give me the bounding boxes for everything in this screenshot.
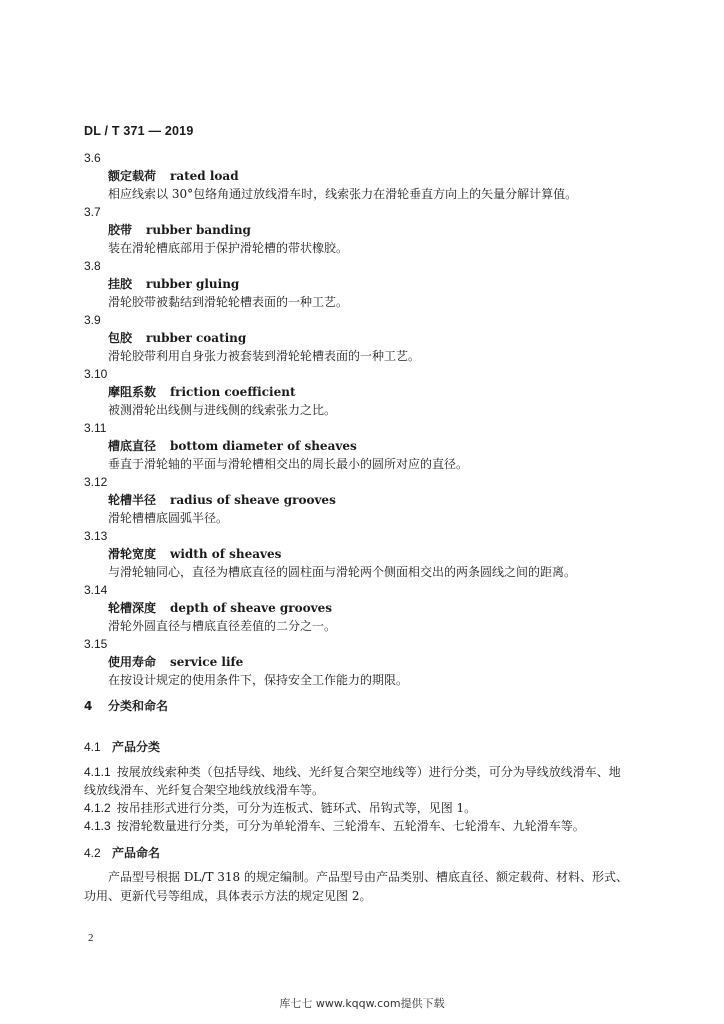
term-zh: 挂胶 [108,277,133,291]
clause-4-1-1 [84,763,632,799]
document-header-id: DL / T 371 — 2019 [84,124,194,138]
term-number: 3.13 [84,529,108,543]
clause-text: 按吊挂形式进行分类，可分为连板式、链环式、吊钩式等，见图 1。 [116,801,477,815]
term-number: 3.15 [84,637,108,651]
term-en: rubber gluing [146,277,240,291]
term-entry [84,581,644,635]
term-en: depth of sheave grooves [170,601,332,615]
term-definition: 相应线索以 30°包络角通过放线滑车时，线索张力在滑轮垂直方向上的矢量分解计算值。 [108,187,578,201]
subsection-title: 产品分类 [112,740,161,754]
term-zh: 额定载荷 [108,169,157,183]
term-en: bottom diameter of sheaves [170,439,357,453]
clause-4-1-2 [84,799,632,817]
term-number: 3.11 [84,421,107,435]
term-title [84,545,644,563]
term-entry [84,635,644,689]
term-entry [84,311,644,365]
term-definition: 被测滑轮出线侧与进线侧的线索张力之比。 [108,403,337,417]
term-title [84,329,644,347]
term-definition: 在按设计规定的使用条件下，保持安全工作能力的期限。 [108,673,409,687]
term-title [84,653,644,671]
section-4-heading [84,697,168,714]
section-number: 4 [84,699,93,713]
term-zh: 胶带 [108,223,133,237]
page-number: 2 [88,932,94,944]
term-title [84,437,644,455]
term-title [84,599,644,617]
term-number: 3.9 [84,313,101,327]
term-en: friction coefficient [170,385,296,399]
term-en: service life [170,655,244,669]
term-entry [84,473,644,527]
term-definition: 滑轮胶带被黏结到滑轮轮槽表面的一种工艺。 [108,295,349,309]
term-en: radius of sheave grooves [170,493,336,507]
clause-number: 4.1.3 [84,819,111,833]
clause-text: 按展放线索种类（包括导线、地线、光纤复合架空地线等）进行分类，可分为导线放线滑车、地线放线滑车、光纤复合架空地线放线滑车等。 [84,765,621,797]
term-zh: 槽底直径 [108,439,157,453]
clause-4-1-3 [84,817,632,835]
term-number: 3.8 [84,259,101,273]
term-title [84,275,644,293]
term-en: rubber banding [146,223,251,237]
term-entry [84,527,644,581]
term-entry [84,365,644,419]
term-definition: 与滑轮轴同心，直径为槽底直径的圆柱面与滑轮两个侧面相交出的两条圆线之间的距离。 [108,565,577,579]
term-number: 3.6 [84,151,101,165]
term-definition: 滑轮槽槽底圆弧半径。 [108,511,229,525]
term-number: 3.7 [84,205,101,219]
term-en: rubber coating [146,331,247,345]
term-definition: 滑轮胶带利用自身张力被套装到滑轮轮槽表面的一种工艺。 [108,349,421,363]
subsection-4-2-heading [84,844,160,861]
term-definition: 垂直于滑轮轴的平面与滑轮槽相交出的周长最小的圆所对应的直径。 [108,457,469,471]
terms-list [84,149,644,689]
term-definition: 滑轮外圆直径与槽底直径差值的二分之一。 [108,619,337,633]
term-zh: 滑轮宽度 [108,547,157,561]
paragraph-4-2: 产品型号根据 DL/T 318 的规定编制。产品型号由产品类别、槽底直径、额定载荷、材料、形式、功用、更新代号等组成，具体表示方法的规定见图 2。 [84,870,628,903]
term-number: 3.10 [84,367,108,381]
term-title [84,491,644,509]
term-entry [84,203,644,257]
term-en: width of sheaves [170,547,282,561]
term-entry [84,257,644,311]
term-zh: 包胶 [108,331,133,345]
term-entry [84,149,644,203]
term-zh: 使用寿命 [108,655,157,669]
term-title [84,383,644,401]
subsection-4-1-heading [84,738,160,755]
clause-text: 按滑轮数量进行分类，可分为单轮滑车、三轮滑车、五轮滑车、七轮滑车、九轮滑车等。 [116,819,585,833]
term-definition: 装在滑轮槽底部用于保护滑轮槽的带状橡胶。 [108,241,349,255]
term-number: 3.12 [84,475,108,489]
term-entry [84,419,644,473]
term-zh: 轮槽深度 [108,601,157,615]
term-title [84,221,644,239]
term-title [84,167,644,185]
term-en: rated load [170,169,239,183]
section-title: 分类和命名 [108,699,169,713]
term-number: 3.14 [84,583,108,597]
download-footer: 库七七 www.kqqw.com提供下载 [279,997,445,1010]
subsection-number: 4.1 [84,740,101,754]
subsection-number: 4.2 [84,846,101,860]
clause-number: 4.1.1 [84,765,111,779]
term-zh: 摩阻系数 [108,385,157,399]
clause-number: 4.1.2 [84,801,111,815]
subsection-title: 产品命名 [112,846,161,860]
term-zh: 轮槽半径 [108,493,157,507]
